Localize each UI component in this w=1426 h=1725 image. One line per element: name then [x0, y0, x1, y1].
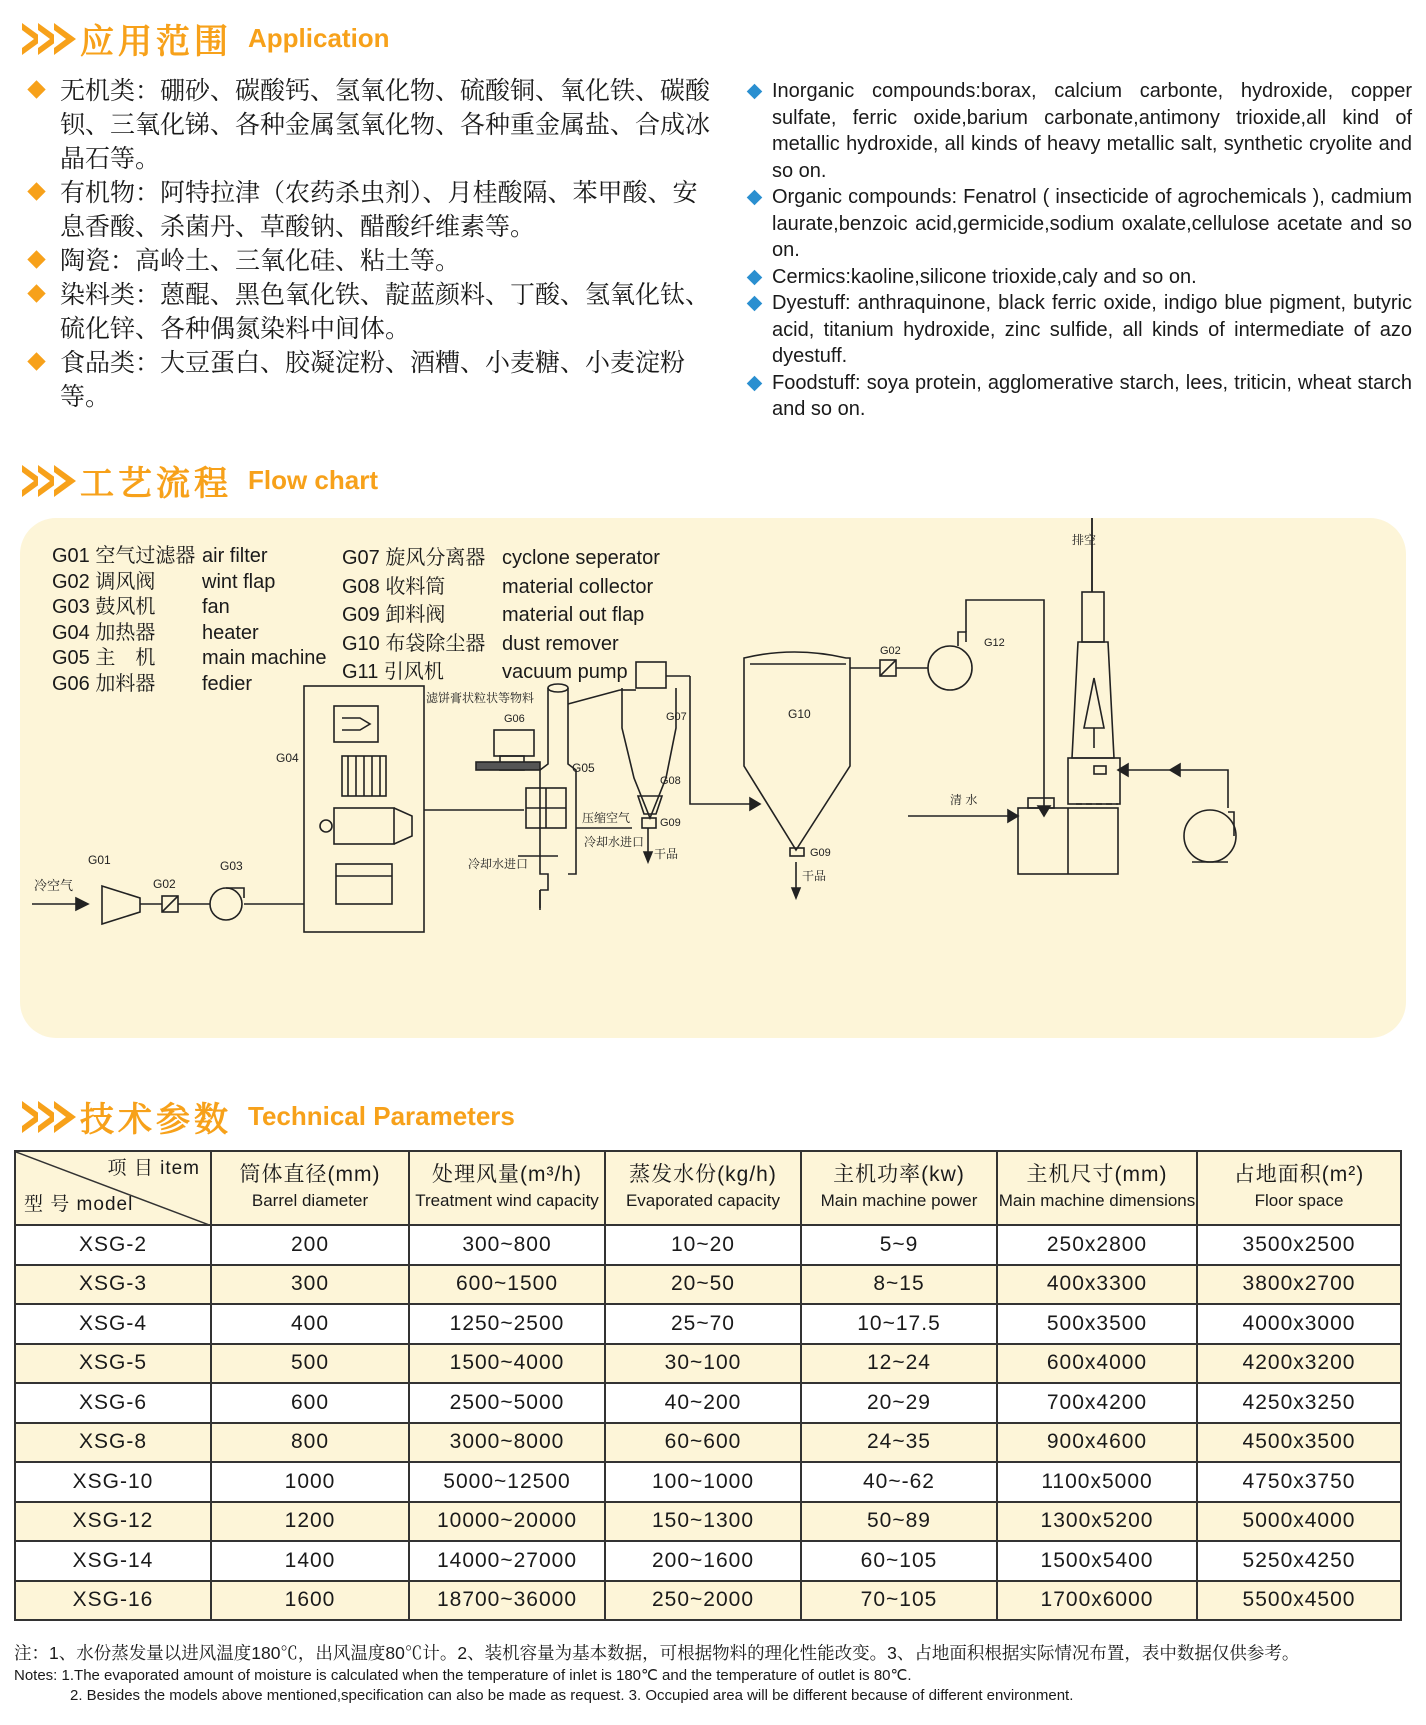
label-g05: G05: [572, 761, 595, 775]
legend-code: G08 收料筒: [342, 575, 446, 598]
table-cell: XSG-5: [15, 1344, 211, 1384]
table-cell: 1400: [211, 1541, 409, 1581]
table-cell: 700x4200: [997, 1383, 1197, 1423]
bullet-diamond-icon: [27, 250, 45, 268]
section-title-en: Application: [248, 23, 390, 53]
legend-code: G09 卸料阀: [342, 604, 446, 626]
note-en-2: 2. Besides the models above mentioned,specification can also be made as request. 3. Occupied area will be different because of different environment.: [70, 1687, 1074, 1704]
chevron-icon: [22, 1101, 70, 1133]
wind-flap-symbol: [153, 877, 210, 912]
table-cell: 500x3500: [997, 1304, 1197, 1344]
legend-right: [342, 500, 660, 687]
corner-item-label: 项 目 item: [107, 1158, 200, 1179]
note-cn: 注：1、水份蒸发量以进风温度180℃，出风温度80℃计。2、装机容量为基本数据，可根据物料的理化性能改变。3、占地面积根据实际情况布置，表中数据仅供参考。: [14, 1643, 1300, 1663]
table-cell: 10000~20000: [409, 1502, 605, 1542]
table-row: [15, 1344, 1401, 1384]
section-title-en: Technical Parameters: [248, 1101, 515, 1131]
legend-code: G06 加料器: [52, 672, 156, 695]
table-cell: 100~1000: [605, 1462, 801, 1502]
application-list-cn: [26, 74, 716, 414]
label-g09-a: G09: [660, 817, 681, 829]
legend-code: G10 布袋除尘器: [342, 632, 486, 655]
application-cn-item: 陶瓷：高岭土、三氧化硅、粘土等。: [26, 244, 716, 278]
table-cell: 5000x4000: [1197, 1502, 1401, 1542]
table-cell: 20~29: [801, 1383, 997, 1423]
legend-code: G07 旋风分离器: [342, 547, 486, 569]
legend-row: [52, 621, 327, 647]
table-cell: 250x2800: [997, 1225, 1197, 1265]
label-dry-1: 干品: [654, 847, 679, 861]
table-cell: 1300x5200: [997, 1502, 1197, 1542]
table-cell: 1700x6000: [997, 1581, 1197, 1621]
legend-code: G03 鼓风机: [52, 596, 156, 618]
table-row: [15, 1541, 1401, 1581]
table-cell: 500: [211, 1344, 409, 1384]
bullet-diamond-icon: [747, 375, 763, 391]
bullet-diamond-icon: [747, 190, 763, 206]
table-cell: 18700~36000: [409, 1581, 605, 1621]
bullet-diamond-icon: [747, 296, 763, 312]
bullet-diamond-icon: [747, 269, 763, 285]
chevron-icon: [22, 465, 70, 497]
label-cooling-in-2: 冷却水进口: [584, 835, 645, 849]
table-row: [15, 1265, 1401, 1305]
table-cell: 600~1500: [409, 1265, 605, 1305]
table-cell: 1000: [211, 1462, 409, 1502]
wet-scrubber: [1018, 518, 1236, 874]
table-cell: XSG-16: [15, 1581, 211, 1621]
table-cell: 900x4600: [997, 1423, 1197, 1463]
table-cell: 1500~4000: [409, 1344, 605, 1384]
table-cell: 3800x2700: [1197, 1265, 1401, 1305]
application-list-en: [748, 78, 1412, 423]
table-cell: 600x4000: [997, 1344, 1197, 1384]
application-en-item: Foodstuff: soya protein, agglomerative starch, lees, triticin, wheat starch and so on.: [748, 370, 1412, 423]
label-g01: G01: [88, 853, 111, 867]
table-header-row: [15, 1151, 1401, 1225]
legend-en: dust remover: [502, 632, 619, 655]
legend-en: heater: [202, 621, 259, 644]
table-cell: 1250~2500: [409, 1304, 605, 1344]
air-filter-symbol: [88, 853, 162, 924]
table-cell: XSG-12: [15, 1502, 211, 1542]
section-title-cn: 工艺流程: [80, 464, 232, 504]
label-g04: G04: [276, 751, 299, 765]
table-cell: 1500x5400: [997, 1541, 1197, 1581]
table-row: [15, 1423, 1401, 1463]
label-compressed-air: 压缩空气: [582, 811, 631, 825]
section-tech-heading: [22, 1092, 515, 1141]
legend-row: [342, 544, 660, 573]
main-machine: [468, 684, 620, 910]
table-row: [15, 1383, 1401, 1423]
table-cell: XSG-6: [15, 1383, 211, 1423]
table-cell: XSG-8: [15, 1423, 211, 1463]
section-title-cn: 技术参数: [80, 1100, 232, 1140]
label-g03: G03: [220, 859, 243, 873]
label-dry-2: 干品: [802, 869, 827, 883]
table-corner-cell: [15, 1151, 211, 1225]
label-g12: G12: [984, 637, 1005, 649]
table-cell: 5000~12500: [409, 1462, 605, 1502]
table-cell: 5~9: [801, 1225, 997, 1265]
label-g02-b: G02: [880, 645, 901, 657]
header-wind: 处理风量(m³/h) Treatment wind capacity: [409, 1151, 605, 1225]
table-cell: 3000~8000: [409, 1423, 605, 1463]
legend-row: [52, 570, 327, 596]
legend-code: G04 加热器: [52, 621, 156, 644]
fan-symbol: [210, 859, 304, 920]
legend-code: G02 调风阀: [52, 570, 156, 593]
table-cell: 250~2000: [605, 1581, 801, 1621]
table-cell: 50~89: [801, 1502, 997, 1542]
table-cell: 70~105: [801, 1581, 997, 1621]
header-power: 主机功率(kw) Main machine power: [801, 1151, 997, 1225]
table-cell: 4250x3250: [1197, 1383, 1401, 1423]
application-cn-item: 有机物：阿特拉津（农药杀虫剂）、月桂酸隔、苯甲酸、安息香酸、杀菌丹、草酸钠、醋酸纤维素等。: [26, 176, 716, 244]
legend-row: [342, 630, 660, 659]
table-cell: 10~17.5: [801, 1304, 997, 1344]
application-en-item: Organic compounds: Fenatrol ( insecticide of agrochemicals ), cadmium laurate,benzoic acid,germicide,sodium oxalate,cellulose acetate and so on.: [748, 184, 1412, 264]
table-cell: 10~20: [605, 1225, 801, 1265]
table-cell: 400x3300: [997, 1265, 1197, 1305]
table-cell: XSG-10: [15, 1462, 211, 1502]
bullet-diamond-icon: [27, 80, 45, 98]
table-row: [15, 1304, 1401, 1344]
table-cell: 150~1300: [605, 1502, 801, 1542]
table-cell: 300~800: [409, 1225, 605, 1265]
table-cell: 600: [211, 1383, 409, 1423]
table-cell: XSG-4: [15, 1304, 211, 1344]
legend-en: cyclone seperator: [502, 547, 660, 569]
table-cell: 5500x4500: [1197, 1581, 1401, 1621]
legend-en: air filter: [202, 545, 268, 567]
table-cell: 4500x3500: [1197, 1423, 1401, 1463]
table-cell: 24~35: [801, 1423, 997, 1463]
table-cell: 2500~5000: [409, 1383, 605, 1423]
bullet-diamond-icon: [747, 84, 763, 100]
legend-en: material collector: [502, 575, 654, 598]
table-cell: 4000x3000: [1197, 1304, 1401, 1344]
bullet-diamond-icon: [27, 352, 45, 370]
application-cn-item: 无机类：硼砂、碳酸钙、氢氧化物、硫酸铜、氧化铁、碳酸钡、三氧化锑、各种金属氢氧化物、各种重金属盐、合成冰晶石等。: [26, 74, 716, 176]
legend-row: [342, 601, 660, 630]
flow-chart-panel: [20, 518, 1406, 1038]
section-title-cn: 应用范围: [80, 22, 232, 62]
header-dimensions: 主机尺寸(mm) Main machine dimensions: [997, 1151, 1197, 1225]
legend-row: [52, 544, 327, 570]
header-evaporated: 蒸发水份(kg/h) Evaporated capacity: [605, 1151, 801, 1225]
table-row: [15, 1581, 1401, 1621]
table-cell: 14000~27000: [409, 1541, 605, 1581]
table-cell: 1100x5000: [997, 1462, 1197, 1502]
label-cold-air: 冷空气: [34, 878, 74, 893]
table-cell: 5250x4250: [1197, 1541, 1401, 1581]
bullet-diamond-icon: [27, 284, 45, 302]
label-g07: G07: [666, 711, 687, 723]
bag-dust-remover: [744, 652, 850, 898]
legend-row: [342, 573, 660, 602]
table-row: [15, 1225, 1401, 1265]
cold-air-inlet: [32, 878, 88, 910]
table-cell: 300: [211, 1265, 409, 1305]
legend-en: material out flap: [502, 604, 645, 626]
table-cell: 40~-62: [801, 1462, 997, 1502]
legend-code: G05 主 机: [52, 647, 156, 669]
label-g08: G08: [660, 775, 681, 787]
label-water: 清 水: [950, 793, 978, 807]
technical-parameters-table: [14, 1150, 1402, 1621]
header-floor: 占地面积(m²) Floor space: [1197, 1151, 1401, 1225]
legend-left: [52, 498, 327, 697]
table-notes: [14, 1640, 1414, 1706]
label-g02-a: G02: [153, 877, 176, 891]
table-cell: 8~15: [801, 1265, 997, 1305]
label-g10: G10: [788, 707, 811, 721]
chevron-icon: [22, 23, 70, 55]
table-cell: 1200: [211, 1502, 409, 1542]
application-en-item: Dyestuff: anthraquinone, black ferric oxide, indigo blue pigment, butyric acid, titanium hydroxide, zinc sulfide, all kinds of intermediate of azo dyestuff.: [748, 290, 1412, 370]
label-feed: 滤饼膏状粒状等物料: [426, 691, 535, 705]
table-row: [15, 1462, 1401, 1502]
legend-en: wint flap: [202, 570, 276, 593]
application-cn-item: 食品类：大豆蛋白、胶凝淀粉、酒糟、小麦糖、小麦淀粉等。: [26, 346, 716, 414]
legend-en: main machine: [202, 647, 327, 669]
table-cell: 400: [211, 1304, 409, 1344]
table-cell: 3500x2500: [1197, 1225, 1401, 1265]
feeder: [426, 690, 540, 770]
table-cell: 200~1600: [605, 1541, 801, 1581]
legend-en: fedier: [202, 672, 253, 695]
table-cell: 4200x3200: [1197, 1344, 1401, 1384]
legend-code: G11 引风机: [342, 661, 444, 683]
vacuum-pump: [928, 632, 1005, 690]
table-cell: 25~70: [605, 1304, 801, 1344]
table-cell: 1600: [211, 1581, 409, 1621]
bullet-diamond-icon: [27, 182, 45, 200]
legend-en: vacuum pump: [502, 661, 628, 683]
legend-row: [52, 646, 327, 672]
table-cell: 40~200: [605, 1383, 801, 1423]
legend-en: fan: [202, 596, 230, 618]
table-cell: 200: [211, 1225, 409, 1265]
note-en-1: Notes: 1.The evaporated amount of moisture is calculated when the temperature of inlet is 180℃ and the temperature of outlet is 80℃.: [14, 1667, 912, 1684]
section-application-heading: [22, 14, 390, 63]
table-row: [15, 1502, 1401, 1542]
header-barrel: 筒体直径(mm) Barrel diameter: [211, 1151, 409, 1225]
table-cell: 12~24: [801, 1344, 997, 1384]
legend-row: [52, 595, 327, 621]
heater-unit: [276, 686, 424, 932]
table-cell: 60~600: [605, 1423, 801, 1463]
application-en-item: Cermics:kaoline,silicone trioxide,caly and so on.: [748, 264, 1412, 291]
label-g09-b: G09: [810, 847, 831, 859]
table-cell: 800: [211, 1423, 409, 1463]
table-cell: 60~105: [801, 1541, 997, 1581]
label-exhaust: 排空: [1072, 533, 1097, 547]
application-cn-item: 染料类：蒽醌、黑色氧化铁、靛蓝颜料、丁酸、氢氧化钛、硫化锌、各种偶氮染料中间体。: [26, 278, 716, 346]
table-cell: XSG-3: [15, 1265, 211, 1305]
legend-code: G01 空气过滤器: [52, 545, 196, 567]
table-cell: 20~50: [605, 1265, 801, 1305]
table-cell: 30~100: [605, 1344, 801, 1384]
label-cooling-in-1: 冷却水进口: [468, 857, 529, 871]
corner-model-label: 型 号 model: [24, 1194, 134, 1215]
table-cell: 4750x3750: [1197, 1462, 1401, 1502]
label-g06: G06: [504, 713, 525, 725]
section-title-en: Flow chart: [248, 465, 379, 495]
legend-row: [342, 658, 660, 687]
legend-row: [52, 672, 327, 698]
table-cell: XSG-2: [15, 1225, 211, 1265]
application-en-item: Inorganic compounds:borax, calcium carbonte, hydroxide, copper sulfate, ferric oxide,barium carbonate,antimony trioxide,all kind of metallic hydroxide, all kinds of heavy metallic salt, synthetic cryolite and so on.: [748, 78, 1412, 184]
table-cell: XSG-14: [15, 1541, 211, 1581]
